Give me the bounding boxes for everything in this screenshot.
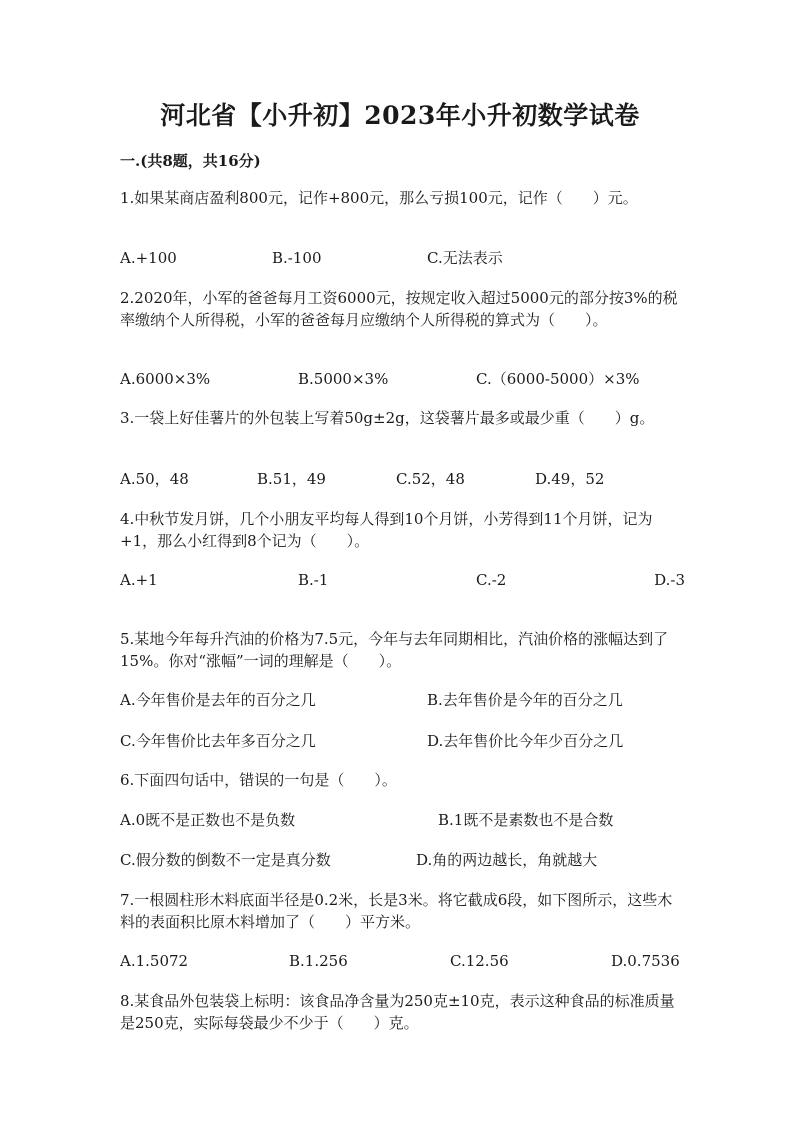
question-6-stem: 6.下面四句话中，错误的一句是（ ）。 (120, 771, 397, 789)
question-2-stem: 2.2020年，小军的爸爸每月工资6000元，按规定收入超过5000元的部分按3%的税率缴纳个人所得税，小军的爸爸每月应缴纳个人所得税的算式为（ ）。 (120, 289, 678, 329)
question-7-option-c: C.12.56 (450, 952, 509, 970)
question-5-stem: 5.某地今年每升汽油的价格为7.5元，今年与去年同期相比，汽油价格的涨幅达到了15%。你对“涨幅”一词的理解是（ ）。 (120, 630, 669, 670)
question-2-option-c: C.（6000-5000）×3% (476, 370, 640, 388)
question-7-option-d: D.0.7536 (611, 952, 680, 970)
question-1-option-c: C.无法表示 (427, 249, 503, 267)
question-3-option-c: C.52，48 (396, 470, 465, 488)
question-3-option-d: D.49，52 (535, 470, 605, 488)
question-6-option-b: B.1既不是素数也不是合数 (438, 811, 614, 829)
question-4-option-c: C.-2 (476, 571, 507, 589)
question-1-stem: 1.如果某商店盈利800元，记作+800元，那么亏损100元，记作（ ）元。 (120, 189, 638, 207)
question-4-option-d: D.-3 (654, 571, 685, 589)
question-7-option-a: A.1.5072 (120, 952, 189, 970)
question-3-option-a: A.50，48 (120, 470, 189, 488)
question-6-option-d: D.角的两边越长，角就越大 (416, 851, 598, 869)
question-5-option-c: C.今年售价比去年多百分之几 (120, 732, 316, 750)
question-1-option-a: A.+100 (120, 249, 177, 267)
question-2-option-a: A.6000×3% (120, 370, 211, 388)
question-5-option-a: A.今年售价是去年的百分之几 (120, 691, 316, 709)
question-8-stem: 8.某食品外包装袋上标明：该食品净含量为250克±10克，表示这种食品的标准质量是250克，实际每袋最少不少于（ ）克。 (120, 992, 675, 1032)
question-4-option-a: A.+1 (120, 571, 158, 589)
section-heading: 一.(共8题，共16分) (120, 152, 261, 170)
question-6-option-a: A.0既不是正数也不是负数 (120, 811, 296, 829)
question-3-stem: 3.一袋上好佳薯片的外包装上写着50g±2g，这袋薯片最多或最少重（ ）g。 (120, 409, 655, 427)
question-2-option-b: B.5000×3% (298, 370, 389, 388)
exam-title: 河北省【小升初】2023年小升初数学试卷 (160, 101, 640, 130)
question-5-option-b: B.去年售价是今年的百分之几 (427, 691, 623, 709)
question-1-option-b: B.-100 (272, 249, 322, 267)
question-5-option-d: D.去年售价比今年少百分之几 (427, 732, 624, 750)
question-7-stem: 7.一根圆柱形木料底面半径是0.2米，长是3米。将它截成6段，如下图所示，这些木料的表面积比原木料增加了（ ）平方米。 (120, 891, 673, 931)
question-6-option-c: C.假分数的倒数不一定是真分数 (120, 851, 331, 869)
question-4-stem: 4.中秋节发月饼，几个小朋友平均每人得到10个月饼，小芳得到11个月饼，记为+1，那么小红得到8个记为（ ）。 (120, 510, 653, 550)
question-7-option-b: B.1.256 (289, 952, 348, 970)
question-4-option-b: B.-1 (298, 571, 329, 589)
question-3-option-b: B.51，49 (257, 470, 326, 488)
